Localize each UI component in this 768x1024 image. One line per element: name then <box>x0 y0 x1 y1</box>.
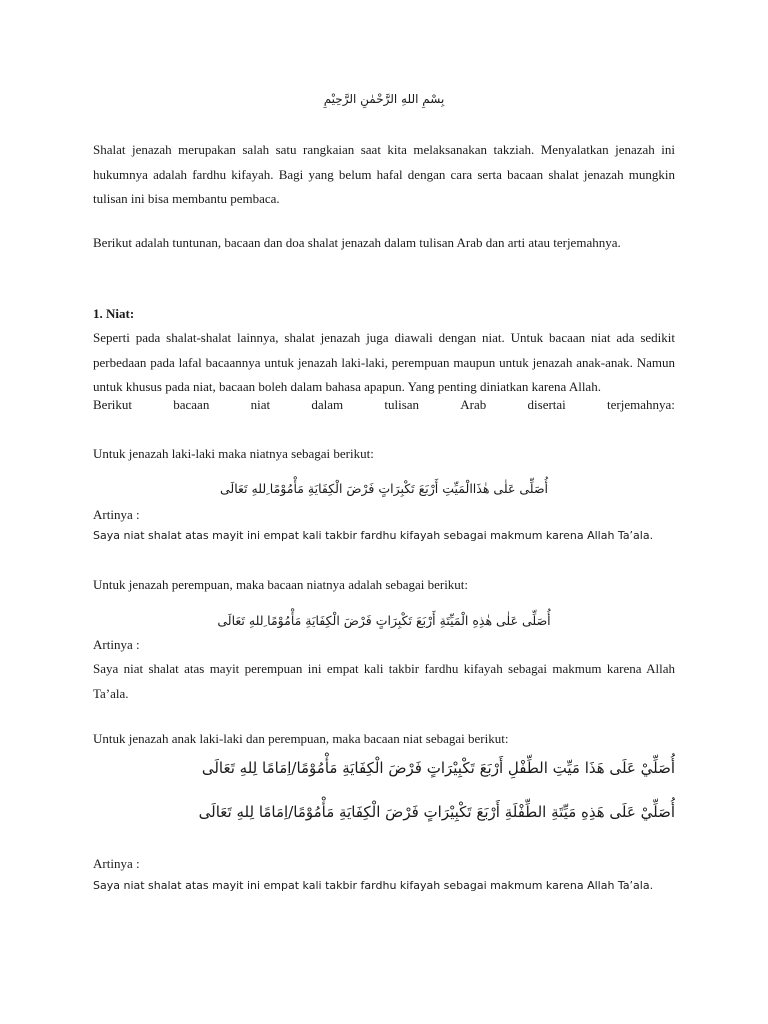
word: dalam <box>311 397 344 412</box>
section-heading-niat: 1. Niat: <box>93 306 135 321</box>
male-meaning-label: Artinya : <box>93 507 140 522</box>
word: Arab <box>460 397 487 412</box>
niat-paragraph-last-line <box>93 397 675 413</box>
female-niat-arabic: أُصَلِّى عَلٰى هٰذِهِ الْمَيِّتَةِ أَرْبَعَ تَكْبِرَاتٍ فَرْضَ الْكِفَايَةِ مَأْمُوْمًا ِللهِ تَعَالَى <box>217 613 551 628</box>
word: bacaan <box>173 397 210 412</box>
female-meaning-label: Artinya : <box>93 637 140 652</box>
word: Berikut <box>93 397 132 412</box>
child-boy-niat-arabic: أُصَلِّيْ عَلَى هَذَا مَيِّتِ الطِّفْلِ أَرْبَعَ تَكْبِيْرَاتٍ فَرْضَ الْكِفَايَةِ مَأْمُوْمًا/اِمَامًا لِلهِ تَعَالَى <box>201 759 675 777</box>
female-meaning: Saya niat shalat atas mayit perempuan ini empat kali takbir fardhu kifayah sebagai makmum karena Allah Ta’ala. <box>93 661 675 701</box>
word: disertai <box>527 397 566 412</box>
male-intro: Untuk jenazah laki-laki maka niatnya sebagai berikut: <box>93 446 374 461</box>
word: tulisan <box>384 397 420 412</box>
word: niat <box>250 397 271 412</box>
word: terjemahnya: <box>607 397 675 412</box>
intro-paragraph-1: Shalat jenazah merupakan salah satu rangkaian saat kita melaksanakan takziah. Menyalatkan jenazah ini hukumnya adalah fardhu kifayah. Bagi yang belum hafal dengan cara serta bacaan shalat jenazah mungkin tulisan ini bisa membantu pembaca. <box>93 142 675 206</box>
male-niat-arabic: أُصَلِّى عَلٰى هٰذَاالْمَيِّتِ أَرْبَعَ تَكْبِرَاتٍ فَرْضَ الْكِفَايَةِ مَأْمُوْمًا ِللهِ تَعَالَى <box>219 481 549 496</box>
intro-paragraph-2: Berikut adalah tuntunan, bacaan dan doa shalat jenazah dalam tulisan Arab dan arti atau terjemahnya. <box>93 235 621 250</box>
child-meaning-label: Artinya : <box>93 856 140 871</box>
document-page <box>93 0 675 1024</box>
child-meaning: Saya niat shalat atas mayit ini empat kali takbir fardhu kifayah sebagai makmum karena Allah Ta’ala. <box>93 879 654 892</box>
child-intro: Untuk jenazah anak laki-laki dan perempuan, maka bacaan niat sebagai berikut: <box>93 731 509 746</box>
female-intro: Untuk jenazah perempuan, maka bacaan niatnya adalah sebagai berikut: <box>93 577 469 592</box>
basmala: بِسْمِ اللهِ الرَّحْمٰنِ الرَّحِيْمِ <box>323 92 445 106</box>
male-meaning: Saya niat shalat atas mayit ini empat kali takbir fardhu kifayah sebagai makmum karena Allah Ta’ala. <box>93 529 654 542</box>
child-girl-niat-arabic: أُصَلِّيْ عَلَى هَذِهِ مَيِّتَةِ الطِّفْلَةِ أَرْبَعَ تَكْبِيْرَاتٍ فَرْضَ الْكِفَايَةِ مَأْمُوْمًا/اِمَامًا لِلهِ تَعَالَى <box>198 803 675 821</box>
niat-paragraph: Seperti pada shalat-shalat lainnya, shalat jenazah juga diawali dengan niat. Untuk bacaan niat ada sedikit perbedaan pada lafal bacaannya untuk jenazah laki-laki, perempuan maupun untuk jenazah anak-anak. Namun untuk khusus pada niat, bacaan boleh dalam bahasa apapun. Yang penting diniatkan karena Allah. <box>93 330 675 394</box>
